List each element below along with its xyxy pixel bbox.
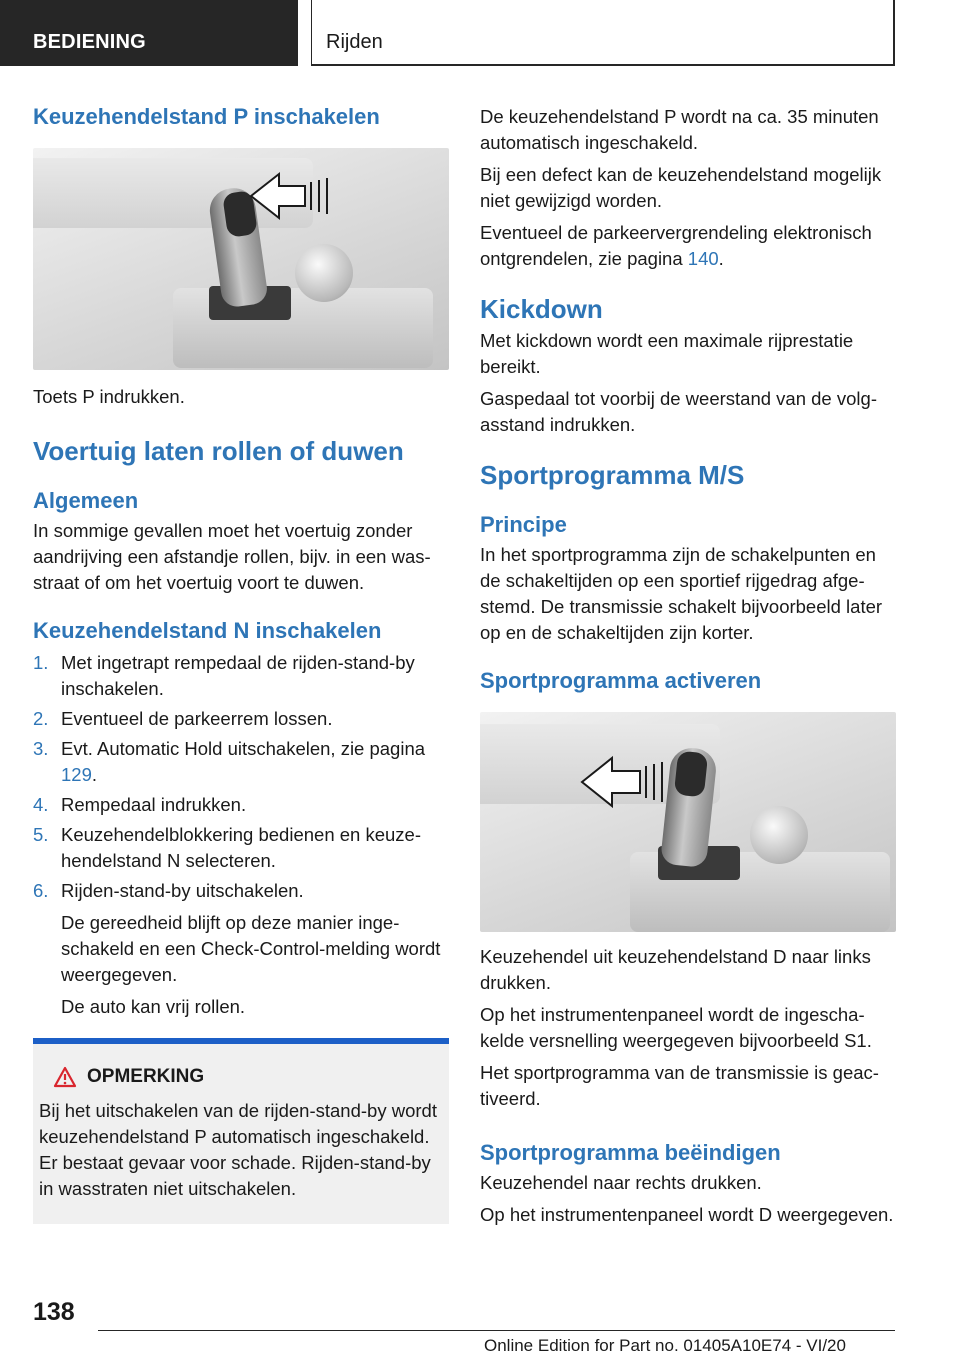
principle-text: In het sportprogramma zijn de schakelpunten en de schakeltijden op een sportief rijgedrag afgestemd. De transmissie schakelt bijvoorbeeld later op en de schakeltijden zijn korter. — [480, 544, 883, 643]
kickdown-text-2: Gaspedaal tot voorbij de weerstand van de volgasstand indrukken. — [480, 388, 877, 435]
rotary-knob-icon — [295, 244, 353, 302]
end-text-2: Op het instrumentenpaneel wordt D weergegeven. — [480, 1204, 894, 1225]
p-auto-text: De keuzehendelstand P wordt na ca. 35 minuten automatisch ingeschakeld. — [480, 106, 879, 153]
list-item: 3. Evt. Automatic Hold uitschakelen, zie pagina 129. — [33, 738, 426, 785]
arrow-left-icon — [245, 168, 335, 224]
heading-sport-end: Sportprogramma beëindigen — [480, 1140, 781, 1165]
activate-text-2: Op het instrumentenpaneel wordt de ingeschakelde versnelling weergegeven bijvoorbeeld S1. — [480, 1004, 872, 1051]
heading-p-engage: Keuzehendelstand P inschakelen — [33, 104, 380, 129]
list-item: 6. Rijden-stand-by uitschakelen. — [33, 880, 304, 901]
chapter-tab: Rijden — [311, 0, 895, 66]
notice-title: OPMERKING — [87, 1066, 205, 1087]
gear-selector-sport-image — [480, 712, 896, 932]
notice-box — [33, 1038, 449, 1224]
steps-list — [33, 650, 449, 904]
notice-header — [39, 1064, 441, 1090]
heading-n-engage: Keuzehendelstand N inschakelen — [33, 618, 382, 643]
heading-principle: Principe — [480, 512, 567, 537]
activate-text-3: Het sportprogramma van de transmissie is geactiveerd. — [480, 1062, 879, 1109]
heading-rolling: Voertuig laten rollen of duwen — [33, 436, 404, 466]
end-text-1: Keuzehendel naar rechts drukken. — [480, 1172, 762, 1193]
section-tab: BEDIENING — [0, 0, 298, 66]
footer-divider — [98, 1330, 895, 1331]
edition-info: Online Edition for Part no. 01405A10E74 - VI/20 — [484, 1336, 846, 1355]
kickdown-text-1: Met kickdown wordt een maximale rijprestatie bereikt. — [480, 330, 854, 377]
list-item: 1. Met ingetrapt rempedaal de rijden-stand-by inschakelen. — [33, 652, 415, 699]
page-link-129[interactable]: 129 — [61, 764, 92, 785]
notice-text: Bij het uitschakelen van de rijden-stand-by wordt keuzehendelstand P automatisch ingeschakeld. Er bestaat gevaar voor schade. Rijden-stand-by in wasstraten niet uitschakelen. — [39, 1100, 437, 1199]
rotary-knob-icon — [750, 806, 808, 864]
warning-triangle-icon — [53, 1066, 77, 1088]
general-text: In sommige gevallen moet het voertuig zonder aandrijving een afstandje rollen, bijv. in een wasstraat of om het voertuig voort te duwen. — [33, 520, 431, 593]
page-number: 138 — [33, 1298, 75, 1326]
heading-sport-activate: Sportprogramma activeren — [480, 668, 762, 693]
right-column — [480, 104, 896, 1228]
heading-general: Algemeen — [33, 488, 139, 513]
activate-text-1: Keuzehendel uit keuzehendelstand D naar links drukken. — [480, 946, 871, 993]
page-link-140[interactable]: 140 — [687, 248, 719, 269]
p-defect-text: Bij een defect kan de keuzehendelstand mogelijk niet gewijzigd worden. — [480, 164, 882, 211]
page-header — [0, 0, 960, 66]
heading-sport-program: Sportprogramma M/S — [480, 460, 745, 490]
list-item: 4. Rempedaal indrukken. — [33, 794, 247, 815]
list-item: 5. Keuzehendelblokkering bedienen en keuzehendelstand N selecteren. — [33, 824, 422, 871]
step6-note-1: De gereedheid blijft op deze manier ingeschakeld en een Check-Control-melding wordt weergegeven. — [61, 912, 441, 985]
left-column — [33, 100, 449, 1224]
p-caption: Toets P indrukken. — [33, 386, 185, 407]
step6-note-2: De auto kan vrij rollen. — [61, 996, 246, 1017]
arrow-left-icon — [576, 752, 672, 812]
gear-selector-p-image — [33, 148, 449, 370]
heading-kickdown: Kickdown — [480, 294, 603, 324]
list-item: 2. Eventueel de parkeerrem lossen. — [33, 708, 333, 729]
p-unlock-text: Eventueel de parkeervergrendeling elektronisch ontgrendelen, zie pagina 140. — [480, 222, 872, 269]
